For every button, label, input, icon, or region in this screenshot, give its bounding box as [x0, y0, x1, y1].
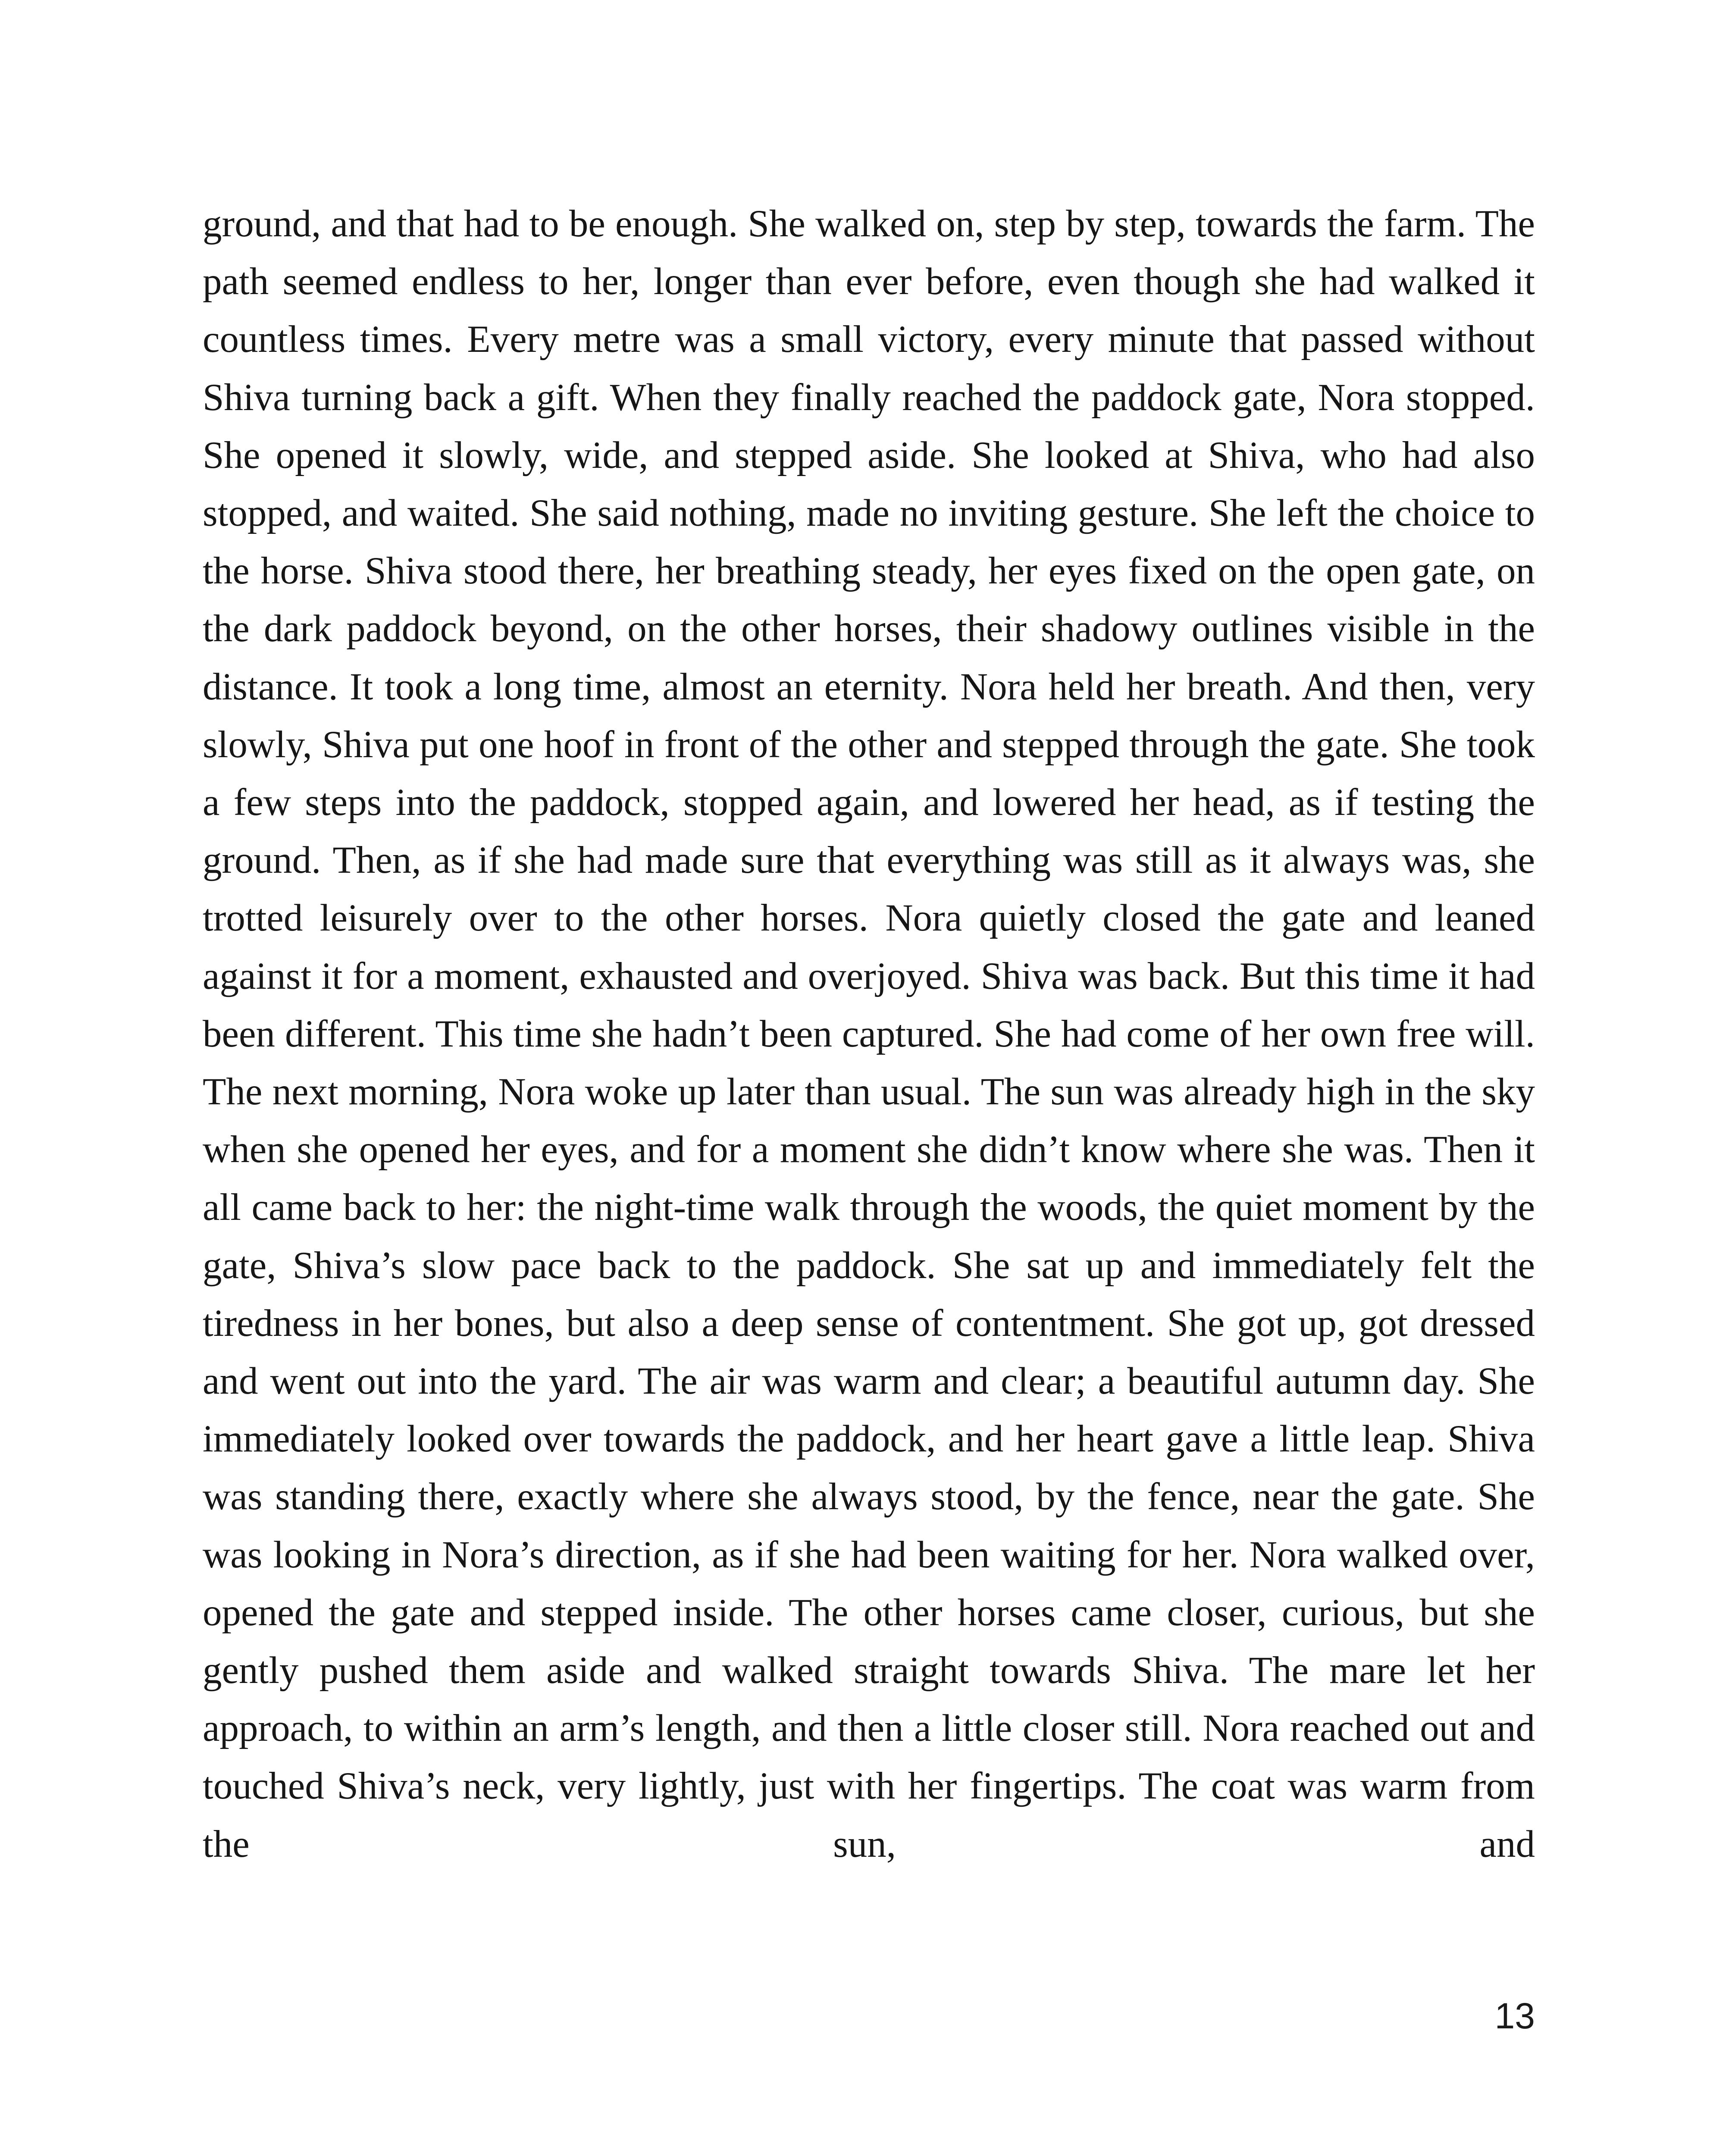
page-number: 13: [1494, 1996, 1535, 2036]
body-paragraph: ground, and that had to be enough. She walked on, step by step, towards the farm. The path seemed endless to her, longer than ever before, even though she had walked it countless times. Every metre was a small victory, every minute that passed without Shiva turning back a gift. When they finally reached the paddock gate, Nora stopped. She opened it slowly, wide, and stepped aside. She looked at Shiva, who had also stopped, and waited. She said nothing, made no inviting gesture. She left the choice to the horse. Shiva stood there, her breathing steady, her eyes fixed on the open gate, on the dark paddock beyond, on the other horses, their shadowy outlines visible in the distance. It took a long time, almost an eternity. Nora held her breath. And then, very slowly, Shiva put one hoof in front of the other and stepped through the gate. She took a few steps into the paddock, stopped again, and lowered her head, as if testing the ground. Then, as if she had made sure that everything was still as it always was, she trotted leisurely over to the other horses. Nora quietly closed the gate and leaned against it for a moment, exhausted and overjoyed. Shiva was back. But this time it had been different. This time she hadn’t been captured. She had come of her own free will. The next morning, Nora woke up later than usual. The sun was already high in the sky when she opened her eyes, and for a moment she didn’t know where she was. Then it all came back to her: the night-time walk through the woods, the quiet moment by the gate, Shiva’s slow pace back to the paddock. She sat up and immediately felt the tiredness in her bones, but also a deep sense of contentment. She got up, got dressed and went out into the yard. The air was warm and clear; a beautiful autumn day. She immediately looked over towards the paddock, and her heart gave a little leap. Shiva was standing there, exactly where she always stood, by the fence, near the gate. She was looking in Nora’s direction, as if she had been waiting for her. Nora walked over, opened the gate and stepped inside. The other horses came closer, curious, but she gently pushed them aside and walked straight towards Shiva. The mare let her approach, to within an arm’s length, and then a little closer still. Nora reached out and touched Shiva’s neck, very lightly, just with her fingertips. The coat was warm from the sun, and: [203, 203, 1535, 1865]
